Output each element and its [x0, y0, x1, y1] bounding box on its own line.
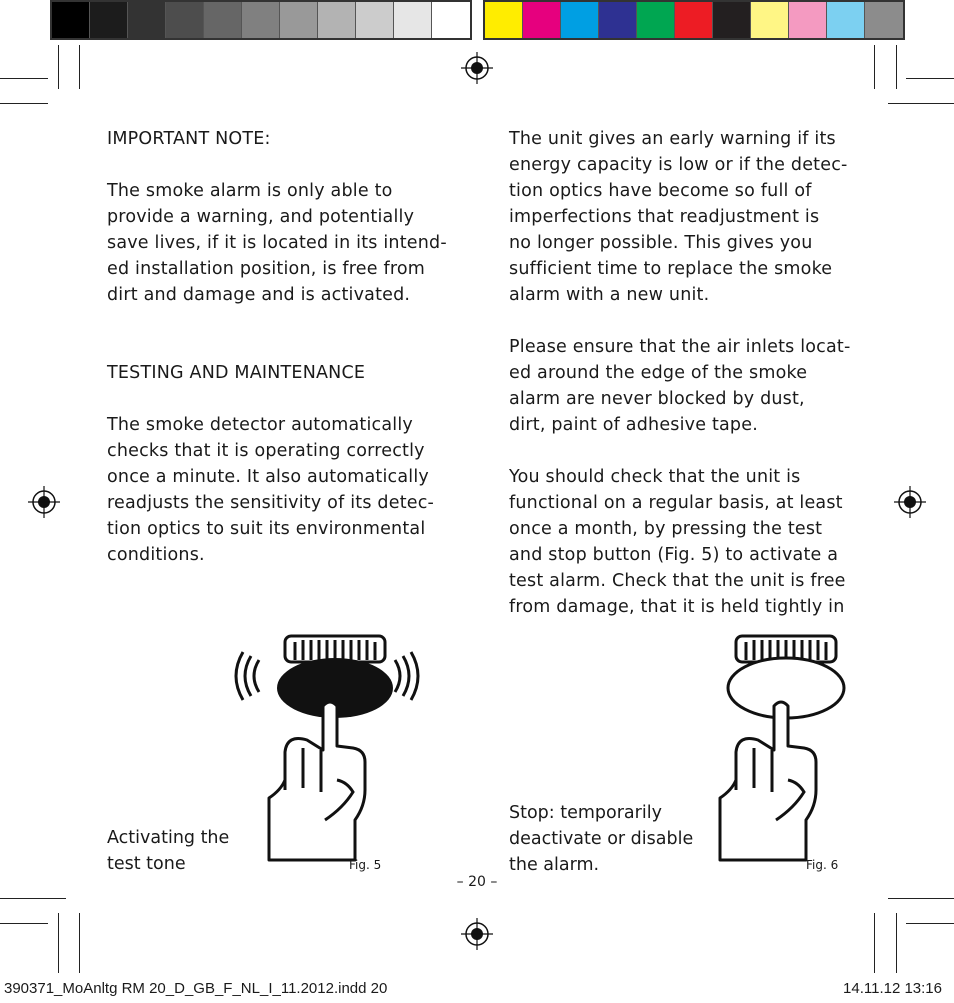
gray-swatch — [394, 2, 432, 38]
crop-mark — [874, 913, 875, 973]
crop-mark — [906, 923, 954, 924]
process-color-swatch — [523, 2, 561, 38]
process-color-bar — [483, 0, 905, 40]
crop-mark — [888, 898, 954, 899]
process-color-swatch — [751, 2, 789, 38]
process-color-swatch — [789, 2, 827, 38]
registration-mark-icon — [461, 918, 493, 950]
air-inlets-text: Please ensure that the air inlets locat- ed around the edge of the smoke alarm are never blocked by dust, dirt, paint of adhesive tape. — [509, 337, 851, 435]
crop-mark — [0, 923, 48, 924]
crop-mark — [896, 45, 897, 89]
process-color-swatch — [637, 2, 675, 38]
page-number: – 20 – — [456, 874, 498, 890]
left-column — [107, 126, 467, 594]
crop-mark — [58, 45, 59, 89]
crop-mark — [79, 45, 80, 89]
grayscale-color-bar — [50, 0, 472, 40]
process-color-swatch — [561, 2, 599, 38]
early-warning-text: The unit gives an early warning if its energy capacity is low or if the detec- tion optics have become so full of imperfections that readjustment is no longer possible. This gives you sufficient time to replace the smoke alarm with a new unit. — [509, 129, 848, 305]
gray-swatch — [432, 2, 470, 38]
testing-maintenance-heading: TESTING AND MAINTENANCE — [107, 363, 366, 383]
crop-mark — [874, 45, 875, 89]
fig6-label: Fig. 6 — [806, 858, 839, 872]
process-color-swatch — [485, 2, 523, 38]
date-slug: 14.11.12 13:16 — [843, 980, 942, 997]
gray-swatch — [242, 2, 280, 38]
process-color-swatch — [865, 2, 903, 38]
crop-mark — [0, 78, 48, 79]
gray-swatch — [280, 2, 318, 38]
functional-check-text: You should check that the unit is functional on a regular basis, at least once a month, by pressing the test and stop button (Fig. 5) to activate a test alarm. Check that the unit is free from damage, that it is held tightly in — [509, 467, 846, 617]
registration-mark-icon — [461, 52, 493, 84]
process-color-swatch — [599, 2, 637, 38]
crop-mark — [896, 913, 897, 973]
gray-swatch — [166, 2, 204, 38]
gray-swatch — [90, 2, 128, 38]
crop-mark — [906, 78, 954, 79]
right-column — [509, 126, 869, 646]
important-note-heading: IMPORTANT NOTE: — [107, 129, 271, 149]
gray-swatch — [52, 2, 90, 38]
registration-mark-icon — [894, 486, 926, 518]
crop-mark — [0, 898, 66, 899]
fig5-label: Fig. 5 — [349, 858, 382, 872]
crop-mark — [79, 913, 80, 973]
crop-mark — [58, 913, 59, 973]
gray-swatch — [356, 2, 394, 38]
fig6-stop-alarm-illustration — [700, 630, 870, 870]
process-color-swatch — [675, 2, 713, 38]
fig6-caption: Stop: temporarily deactivate or disable the alarm. — [509, 803, 694, 875]
fig5-pressing-alarm-illustration — [225, 630, 445, 870]
process-color-swatch — [827, 2, 865, 38]
crop-mark — [888, 103, 954, 104]
important-note-text: The smoke alarm is only able to provide a warning, and potentially save lives, if it is located in its intend- ed installation position, is free from dirt and damage and is activated. — [107, 181, 447, 305]
gray-swatch — [204, 2, 242, 38]
fig5-caption: Activating the test tone — [107, 828, 230, 874]
gray-swatch — [128, 2, 166, 38]
file-slug: 390371_MoAnltg RM 20_D_GB_F_NL_I_11.2012.indd 20 — [4, 980, 388, 997]
process-color-swatch — [713, 2, 751, 38]
registration-mark-icon — [28, 486, 60, 518]
testing-maintenance-text: The smoke detector automatically checks that it is operating correctly once a minute. It also automatically readjusts the sensitivity of its detec- tion optics to suit its environmental conditions. — [107, 415, 435, 565]
gray-swatch — [318, 2, 356, 38]
crop-mark — [0, 103, 48, 104]
